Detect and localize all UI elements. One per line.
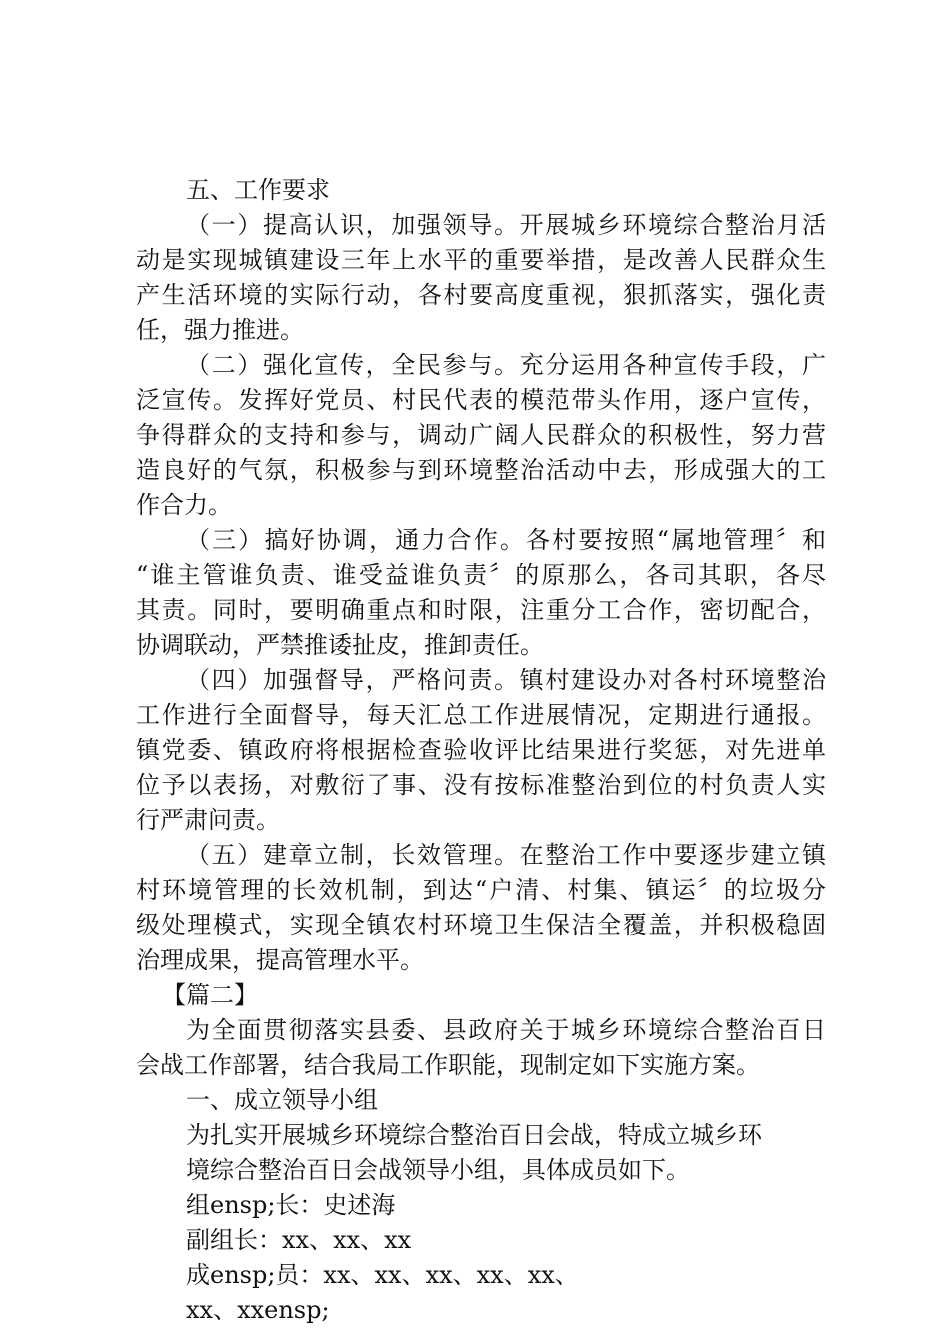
paragraph-line: 争得群众的支持和参与，调动广阔人民群众的积极性，努力营	[136, 421, 826, 449]
paragraph-line: 其责。同时，要明确重点和时限，注重分工合作，密切配合，	[136, 596, 826, 624]
member-line-members: 成ensp;员：xx、xx、xx、xx、xx、	[186, 1261, 579, 1289]
paragraph-line: （二）强化宣传，全民参与。充分运用各种宣传手段，广	[186, 351, 826, 379]
paragraph-line: 协调联动，严禁推诿扯皮，推卸责任。	[136, 631, 544, 659]
member-line-members-cont: xx、xxensp;	[186, 1296, 330, 1324]
paragraph-line: （五）建章立制，长效管理。在整治工作中要逐步建立镇	[186, 841, 826, 869]
paragraph-line: （三）搞好协调，通力合作。各村要按照“属地管理〞和	[186, 526, 826, 554]
paragraph-line: “谁主管谁负责、谁受益谁负责〞的原那么，各司其职，各尽	[136, 561, 826, 589]
paragraph-line: 任，强力推进。	[136, 316, 304, 344]
paragraph-line: 动是实现城镇建设三年上水平的重要举措，是改善人民群众生	[136, 246, 826, 274]
paragraph-line: 行严肃问责。	[136, 806, 280, 834]
paragraph-line: 工作进行全面督导，每天汇总工作进展情况，定期进行通报。	[136, 701, 826, 729]
paragraph-line: 会战工作部署，结合我局工作职能，现制定如下实施方案。	[136, 1051, 760, 1079]
paragraph-line: 镇党委、镇政府将根据检查验收评比结果进行奖惩，对先进单	[136, 736, 826, 764]
paragraph-line: 级处理模式，实现全镇农村环境卫生保洁全覆盖，并积极稳固	[136, 911, 826, 939]
paragraph-line: 产生活环境的实际行动，各村要高度重视，狠抓落实，强化责	[136, 281, 826, 309]
paragraph-line: 村环境管理的长效机制，到达“户清、村集、镇运〞的垃圾分	[136, 876, 826, 904]
member-line-leader: 组ensp;长：史述海	[186, 1191, 396, 1219]
paragraph-line: 作合力。	[136, 491, 232, 519]
paragraph-line: 位予以表扬，对敷衍了事、没有按标准整治到位的村负责人实	[136, 771, 826, 799]
member-line-deputy: 副组长：xx、xx、xx	[186, 1226, 412, 1254]
paragraph-line: 治理成果，提高管理水平。	[136, 946, 424, 974]
part-heading: 【篇二】	[162, 981, 258, 1009]
section-heading: 五、工作要求	[186, 176, 330, 204]
paragraph-line: 为全面贯彻落实县委、县政府关于城乡环境综合整治百日	[186, 1016, 826, 1044]
paragraph-line: （一）提高认识，加强领导。开展城乡环境综合整治月活	[186, 211, 826, 239]
paragraph-line: 造良好的气氛，积极参与到环境整治活动中去，形成强大的工	[136, 456, 826, 484]
paragraph-line: 为扎实开展城乡环境综合整治百日会战，特成立城乡环	[186, 1121, 762, 1149]
section-heading: 一、成立领导小组	[186, 1086, 378, 1114]
paragraph-line: 境综合整治百日会战领导小组，具体成员如下。	[186, 1156, 690, 1184]
paragraph-line: 泛宣传。发挥好党员、村民代表的模范带头作用，逐户宣传，	[136, 386, 826, 414]
paragraph-line: （四）加强督导，严格问责。镇村建设办对各村环境整治	[186, 666, 826, 694]
